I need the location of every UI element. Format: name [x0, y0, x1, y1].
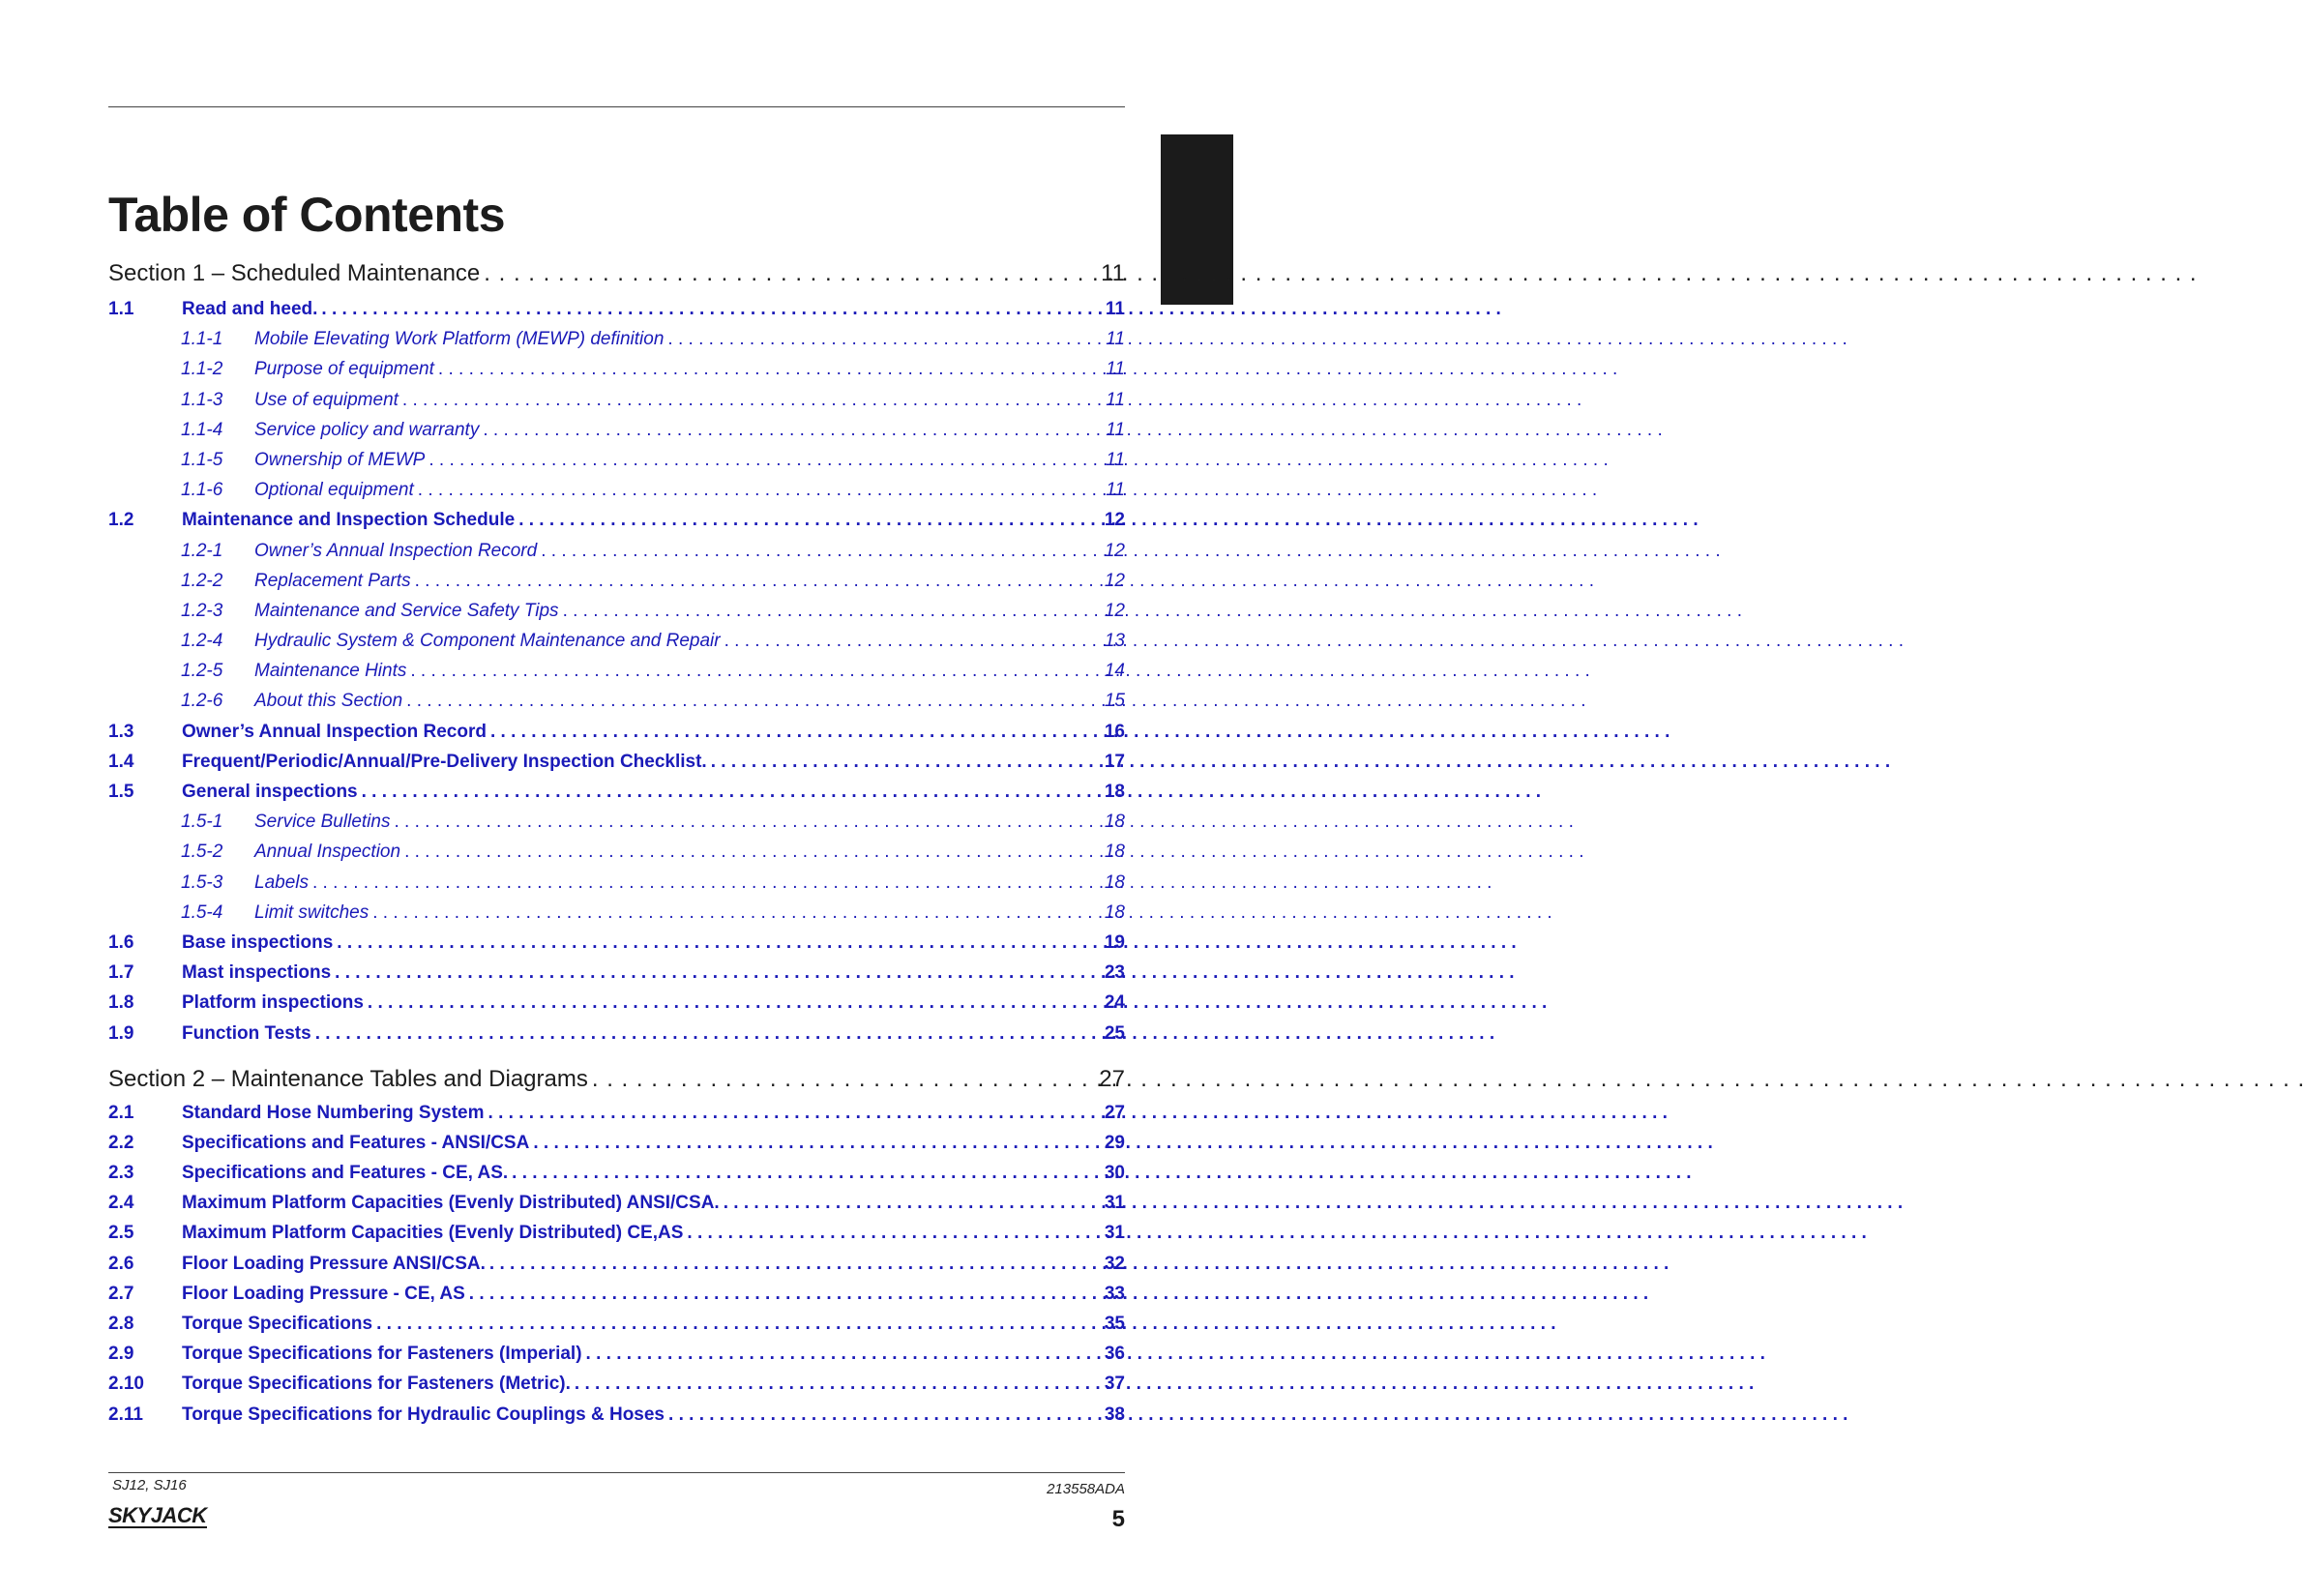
toc-entry[interactable]	[108, 299, 1125, 329]
toc-entry-page: 19	[1104, 931, 1125, 953]
toc-entry-number: 2.3	[108, 1163, 134, 1184]
skyjack-logo: SKYJACK	[108, 1503, 207, 1527]
toc-entry-page: 12	[1104, 600, 1125, 621]
toc-entry-page: 18	[1104, 782, 1125, 802]
toc-entry[interactable]	[108, 782, 1125, 812]
toc-entry-label: Labels	[254, 872, 309, 893]
header-rule	[108, 106, 1125, 107]
toc-entry-number: 2.10	[108, 1374, 144, 1395]
toc-entry-number: 2.2	[108, 1132, 134, 1153]
dot-leader	[668, 1404, 1101, 1426]
toc-entry-page: 13	[1104, 631, 1125, 652]
toc-entry-page: 31	[1104, 1223, 1125, 1244]
toc-entry-page: 35	[1104, 1314, 1125, 1334]
toc-entry-page: 17	[1104, 751, 1125, 772]
toc-entry[interactable]	[108, 390, 1125, 420]
toc-entry[interactable]	[108, 1163, 1125, 1193]
toc-entry-number: 1.5-4	[181, 901, 223, 923]
footer-rule	[108, 1472, 1125, 1473]
dot-leader	[667, 329, 1102, 350]
dot-leader	[586, 1344, 1101, 1365]
toc-entry-label: Maintenance and Inspection Schedule	[182, 510, 516, 531]
toc-entry-label: Floor Loading Pressure ANSI/CSA.	[182, 1253, 486, 1274]
dot-leader	[711, 752, 1101, 773]
dot-leader	[490, 722, 1101, 743]
toc-entry[interactable]	[108, 1193, 1125, 1223]
dot-leader	[724, 1193, 1101, 1214]
dot-leader	[483, 420, 1102, 441]
toc-entry-label: General inspections	[182, 782, 358, 802]
toc-entry-number: 1.1-2	[181, 359, 223, 380]
toc-entry[interactable]	[108, 601, 1125, 631]
toc-entry[interactable]	[108, 450, 1125, 480]
toc-entry-page: 14	[1104, 661, 1125, 682]
dot-leader	[592, 1066, 1095, 1093]
toc-entry-number: 1.2-3	[181, 600, 223, 621]
toc-entry-number: 1.2-2	[181, 570, 223, 591]
toc-entry-page: 18	[1104, 842, 1125, 863]
toc-entry[interactable]	[108, 1023, 1125, 1053]
dot-leader	[518, 510, 1101, 531]
toc-entry-label: Platform inspections	[182, 992, 364, 1014]
dot-leader	[376, 1314, 1101, 1335]
toc-entry-number: 2.5	[108, 1223, 134, 1244]
toc-entry-number: 1.5-3	[181, 872, 223, 893]
toc-entry-label: Owner’s Annual Inspection Record	[182, 721, 487, 742]
toc-entry[interactable]	[108, 902, 1125, 932]
toc-entry[interactable]	[108, 1344, 1125, 1374]
dot-leader	[484, 260, 1097, 287]
toc-entry-page: 38	[1104, 1404, 1125, 1425]
toc-entry-label: Frequent/Periodic/Annual/Pre-Delivery Inspection Checklist.	[182, 751, 707, 772]
dot-leader	[428, 450, 1102, 471]
toc-entry-number: 1.4	[108, 751, 134, 772]
toc-entry[interactable]	[108, 480, 1125, 510]
toc-entry[interactable]	[108, 1133, 1125, 1163]
footer-model-names: SJ12, SJ16	[112, 1477, 187, 1493]
toc-entry-page: 11	[1106, 389, 1125, 410]
toc-entry-label: Owner’s Annual Inspection Record	[254, 540, 538, 561]
toc-entry-label: Torque Specifications for Hydraulic Couplings & Hoses	[182, 1404, 665, 1425]
toc-entry-label: Standard Hose Numbering System	[182, 1102, 485, 1123]
dot-leader	[512, 1163, 1101, 1184]
toc-entry-label: Specifications and Features - CE, AS.	[182, 1163, 509, 1184]
toc-entry[interactable]	[108, 992, 1125, 1022]
toc-entry[interactable]	[108, 722, 1125, 752]
toc-entry-page: 37	[1104, 1374, 1125, 1395]
dot-leader	[406, 691, 1101, 712]
toc-section-page: 11	[1101, 260, 1125, 286]
dot-leader	[415, 571, 1101, 592]
dot-leader	[321, 299, 1101, 320]
page-title: Table of Contents	[108, 188, 506, 242]
dot-leader	[724, 631, 1101, 652]
toc-entry-number: 1.8	[108, 992, 134, 1014]
toc-entry-page: 36	[1104, 1344, 1125, 1365]
toc-entry-number: 1.5	[108, 782, 134, 802]
dot-leader	[368, 992, 1101, 1014]
toc-entry-label: Maximum Platform Capacities (Evenly Distributed) CE,AS	[182, 1223, 684, 1244]
toc-entry[interactable]	[108, 661, 1125, 691]
dot-leader	[488, 1103, 1101, 1124]
toc-entry-number: 1.9	[108, 1022, 134, 1044]
toc-entry-number: 1.1-6	[181, 480, 223, 501]
footer-document-number: 213558ADA	[1047, 1481, 1125, 1497]
toc-entry[interactable]	[108, 510, 1125, 540]
toc-entry[interactable]	[108, 812, 1125, 842]
toc-entry-number: 1.2-6	[181, 691, 223, 712]
toc-entry-page: 11	[1106, 329, 1125, 350]
dot-leader	[404, 842, 1101, 863]
toc-entry-label: Torque Specifications for Fasteners (Imperial)	[182, 1344, 582, 1365]
toc-entry-label: Optional equipment	[254, 480, 414, 501]
dot-leader	[541, 541, 1101, 562]
toc-entry-number: 1.7	[108, 962, 134, 984]
toc-entry-label: Annual Inspection	[254, 842, 401, 863]
dot-leader	[575, 1374, 1101, 1395]
toc-entry-page: 15	[1104, 691, 1125, 712]
toc-entry-label: Service policy and warranty	[254, 419, 480, 440]
toc-entry-label: Maintenance Hints	[254, 661, 407, 682]
toc-entry-page: 31	[1104, 1193, 1125, 1214]
toc-entry-number: 1.2-5	[181, 661, 223, 682]
dot-leader	[335, 962, 1101, 984]
dot-leader	[312, 872, 1101, 894]
toc-entry-label: Floor Loading Pressure - CE, AS	[182, 1283, 465, 1304]
toc-entry-number: 2.1	[108, 1102, 134, 1123]
toc-entry-label: Base inspections	[182, 931, 334, 953]
toc-entry-number: 1.5-1	[181, 812, 223, 833]
toc-entry[interactable]	[108, 872, 1125, 902]
dot-leader	[372, 902, 1101, 924]
dot-leader	[402, 390, 1102, 411]
toc-entry[interactable]	[108, 1254, 1125, 1284]
toc-entry-label: Maintenance and Service Safety Tips	[254, 600, 559, 621]
toc-entry-label: Service Bulletins	[254, 812, 391, 833]
toc-entry-page: 25	[1104, 1022, 1125, 1044]
page-number: 5	[1111, 1506, 1125, 1532]
toc-entry-label: Use of equipment	[254, 389, 399, 410]
toc-entry-page: 12	[1104, 510, 1125, 531]
toc-entry[interactable]	[108, 329, 1125, 359]
toc-entry-page: 18	[1104, 812, 1125, 833]
toc-entry-number: 2.8	[108, 1314, 134, 1334]
toc-entry-number: 2.4	[108, 1193, 134, 1214]
toc-entry-number: 1.2	[108, 510, 134, 531]
toc-entry-label: Mast inspections	[182, 962, 332, 984]
toc-section-heading[interactable]	[108, 260, 1125, 299]
toc-entry-page: 11	[1106, 419, 1125, 440]
toc-entry-number: 1.3	[108, 721, 134, 742]
toc-entry[interactable]	[108, 359, 1125, 389]
toc-entry-page: 24	[1104, 992, 1125, 1014]
toc-entry-label: Mobile Elevating Work Platform (MEWP) definition	[254, 329, 665, 350]
toc-entry[interactable]	[108, 691, 1125, 721]
toc-entry-number: 1.1-1	[181, 329, 223, 350]
toc-entry-page: 11	[1106, 449, 1125, 470]
toc-entry-page: 32	[1104, 1253, 1125, 1274]
toc-entry-page: 12	[1104, 540, 1125, 561]
toc-entry-number: 1.6	[108, 931, 134, 953]
toc-entry-label: Function Tests	[182, 1022, 311, 1044]
toc-entry-number: 1.1	[108, 299, 134, 319]
dot-leader	[687, 1223, 1100, 1244]
toc-section-page: 27	[1099, 1065, 1125, 1092]
toc-entry[interactable]	[108, 1223, 1125, 1253]
dot-leader	[469, 1284, 1101, 1305]
toc-entry[interactable]	[108, 1404, 1125, 1434]
toc-entry-label: Purpose of equipment	[254, 359, 434, 380]
toc-entry-page: 18	[1104, 872, 1125, 893]
toc-entry-page: 23	[1104, 962, 1125, 984]
toc-entry-number: 2.9	[108, 1344, 134, 1365]
dot-leader	[489, 1254, 1101, 1275]
toc-entry[interactable]	[108, 631, 1125, 661]
toc-entry-page: 12	[1104, 570, 1125, 591]
toc-entry-number: 1.1-3	[181, 389, 223, 410]
dot-leader	[410, 661, 1100, 682]
toc-entry[interactable]	[108, 571, 1125, 601]
toc-entry-page: 29	[1104, 1132, 1125, 1153]
dot-leader	[337, 932, 1101, 954]
toc-entry[interactable]	[108, 420, 1125, 450]
dot-leader	[394, 812, 1100, 833]
toc-entry-page: 30	[1104, 1163, 1125, 1184]
toc-entry[interactable]	[108, 752, 1125, 782]
toc-entry-page: 11	[1105, 299, 1125, 319]
toc-entry[interactable]	[108, 842, 1125, 872]
toc-entry-label: Hydraulic System & Component Maintenance and Repair	[254, 631, 721, 652]
dot-leader	[315, 1023, 1101, 1045]
dot-leader	[418, 480, 1102, 501]
toc-entry-page: 18	[1104, 901, 1125, 923]
table-of-contents	[108, 260, 1125, 1434]
dot-leader	[563, 601, 1101, 622]
toc-entry-number: 1.5-2	[181, 842, 223, 863]
toc-entry-label: Torque Specifications	[182, 1314, 373, 1334]
toc-entry-number: 1.1-4	[181, 419, 223, 440]
toc-entry[interactable]	[108, 962, 1125, 992]
toc-entry[interactable]	[108, 1284, 1125, 1314]
toc-entry-page: 11	[1106, 359, 1125, 380]
toc-section-heading[interactable]	[108, 1066, 1125, 1103]
toc-entry-page: 33	[1104, 1283, 1125, 1304]
toc-entry[interactable]	[108, 1314, 1125, 1344]
toc-entry[interactable]	[108, 932, 1125, 962]
toc-entry-label: Limit switches	[254, 901, 369, 923]
toc-entry-label: About this Section	[254, 691, 403, 712]
toc-entry-label: Torque Specifications for Fasteners (Metric).	[182, 1374, 571, 1395]
toc-entry-number: 2.7	[108, 1283, 134, 1304]
toc-entry-number: 1.2-1	[181, 540, 223, 561]
toc-entry-label: Ownership of MEWP	[254, 449, 426, 470]
toc-entry-label: Specifications and Features - ANSI/CSA	[182, 1132, 530, 1153]
toc-section-label: Section 2 – Maintenance Tables and Diagrams	[108, 1065, 588, 1092]
toc-entry-number: 2.11	[108, 1404, 143, 1425]
dot-leader	[438, 359, 1102, 380]
toc-section-label: Section 1 – Scheduled Maintenance	[108, 260, 481, 286]
dot-leader	[362, 782, 1101, 803]
toc-entry-number: 1.2-4	[181, 631, 223, 652]
toc-entry[interactable]	[108, 1103, 1125, 1133]
toc-entry-page: 11	[1106, 480, 1125, 501]
toc-entry-page: 16	[1104, 721, 1125, 742]
toc-entry-page: 27	[1104, 1102, 1125, 1123]
toc-entry-number: 2.6	[108, 1253, 134, 1274]
toc-entry[interactable]	[108, 1374, 1125, 1404]
dot-leader	[533, 1133, 1101, 1154]
toc-entry[interactable]	[108, 541, 1125, 571]
toc-entry-label: Read and heed.	[182, 299, 318, 319]
toc-entry-number: 1.1-5	[181, 449, 223, 470]
toc-entry-label: Maximum Platform Capacities (Evenly Distributed) ANSI/CSA.	[182, 1193, 720, 1214]
toc-entry-label: Replacement Parts	[254, 570, 411, 591]
